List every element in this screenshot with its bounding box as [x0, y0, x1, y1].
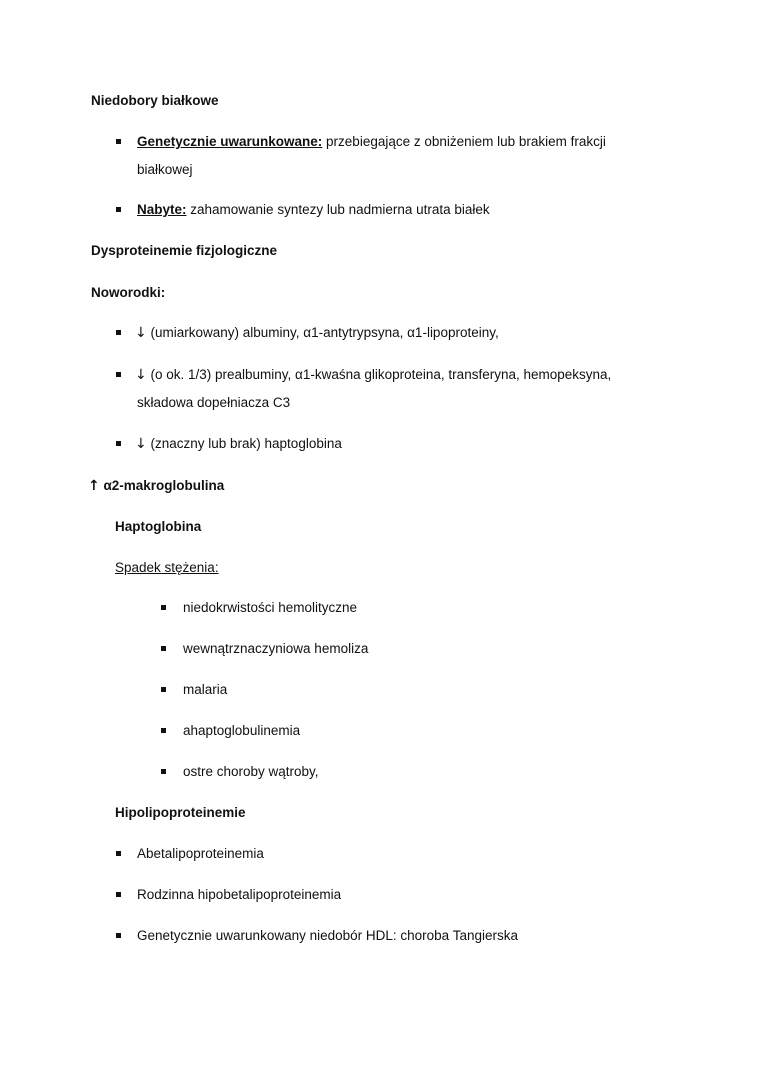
- list-item-text: zahamowanie syntezy lub nadmierna utrata białek: [186, 202, 490, 217]
- bullet-icon: [116, 330, 121, 335]
- list-item-continuation: białkowej: [137, 162, 193, 177]
- list-item: Rodzinna hipobetalipoproteinemia: [137, 887, 342, 902]
- list-item: Abetalipoproteinemia: [137, 846, 264, 861]
- up-line-text: α2-makroglobulina: [99, 478, 225, 493]
- bullet-icon: [161, 687, 166, 692]
- list-item: wewnątrznaczyniowa hemoliza: [183, 641, 369, 656]
- heading-dysproteinemie: Dysproteinemie fizjologiczne: [91, 243, 278, 258]
- bullet-icon: [116, 851, 121, 856]
- bullet-icon: [161, 769, 166, 774]
- arrow-down-icon: ↓: [135, 436, 147, 452]
- list-item-continuation: składowa dopełniacza C3: [137, 395, 291, 410]
- list-item: [135, 435, 342, 453]
- bullet-icon: [161, 646, 166, 651]
- list-item-text: przebiegające z obniżeniem lub brakiem frakcji: [322, 134, 606, 149]
- up-line: [88, 477, 224, 495]
- arrow-down-icon: ↓: [135, 325, 147, 341]
- list-item-text: (umiarkowany) albuminy, α1-antytrypsyna, α1-lipoproteiny,: [146, 325, 499, 340]
- list-item-label: Nabyte:: [137, 202, 187, 217]
- bullet-icon: [116, 441, 121, 446]
- arrow-up-icon: ↑: [88, 478, 100, 494]
- list-item-label: Genetycznie uwarunkowane:: [137, 134, 323, 149]
- list-item-acquired: [137, 201, 490, 219]
- bullet-icon: [161, 605, 166, 610]
- bullet-icon: [116, 139, 121, 144]
- list-item: [135, 324, 499, 342]
- list-item-genetic: [137, 133, 606, 151]
- arrow-down-icon: ↓: [135, 367, 147, 383]
- heading-haptoglobina: Haptoglobina: [115, 519, 202, 534]
- bullet-icon: [161, 728, 166, 733]
- bullet-icon: [116, 892, 121, 897]
- bullet-icon: [116, 207, 121, 212]
- list-item: malaria: [183, 682, 228, 697]
- heading-niedobory: Niedobory białkowe: [91, 93, 219, 108]
- heading-hipolipoproteinemie: Hipolipoproteinemie: [115, 805, 246, 820]
- list-item: ostre choroby wątroby,: [183, 764, 319, 779]
- list-item: ahaptoglobulinemia: [183, 723, 301, 738]
- list-item: Genetycznie uwarunkowany niedobór HDL: choroba Tangierska: [137, 928, 518, 943]
- list-item-text: (znaczny lub brak) haptoglobina: [146, 436, 342, 451]
- subheading-noworodki: Noworodki:: [91, 285, 166, 300]
- subheading-spadek: Spadek stężenia:: [115, 560, 219, 575]
- list-item: niedokrwistości hemolityczne: [183, 600, 358, 615]
- list-item-text: (o ok. 1/3) prealbuminy, α1-kwaśna glikoproteina, transferyna, hemopeksyna,: [146, 367, 612, 382]
- bullet-icon: [116, 372, 121, 377]
- list-item: [135, 366, 611, 384]
- bullet-icon: [116, 933, 121, 938]
